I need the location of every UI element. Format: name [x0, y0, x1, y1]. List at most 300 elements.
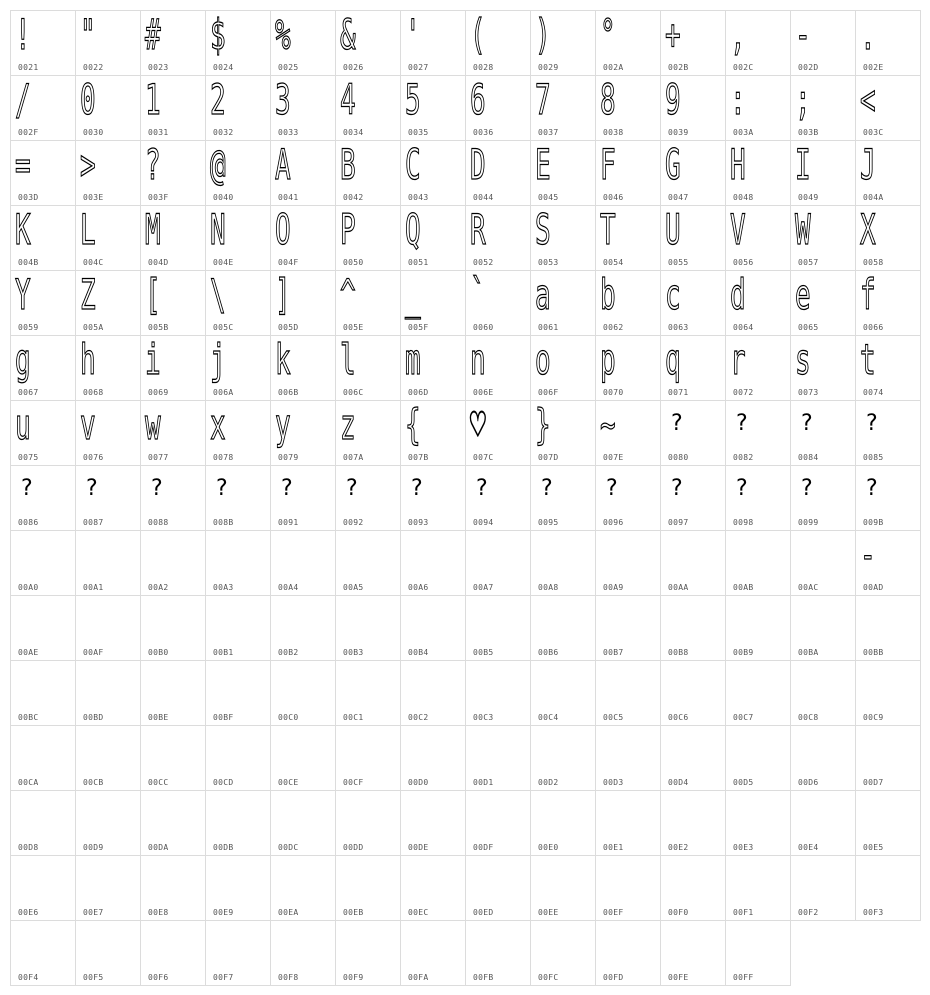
codepoint-label: 002C [733, 63, 754, 72]
glyph-cell [791, 791, 856, 856]
glyph-grid [10, 10, 921, 986]
codepoint-label: 0073 [798, 388, 819, 397]
glyph-preview: ! [15, 10, 31, 59]
glyph-cell [726, 791, 791, 856]
glyph-cell [466, 141, 531, 206]
codepoint-label: 0046 [603, 193, 624, 202]
codepoint-label: 00B5 [473, 648, 494, 657]
glyph-cell [271, 336, 336, 401]
codepoint-label: 0031 [148, 128, 169, 137]
codepoint-label: 00BA [798, 648, 819, 657]
glyph-cell [141, 856, 206, 921]
codepoint-label: 0043 [408, 193, 429, 202]
glyph-cell [726, 336, 791, 401]
codepoint-label: 00FF [733, 973, 754, 982]
glyph-cell [336, 11, 401, 76]
glyph-preview: R [470, 205, 486, 254]
glyph-cell [401, 856, 466, 921]
glyph-cell [76, 531, 141, 596]
glyph-cell [336, 726, 401, 791]
codepoint-label: 00B3 [343, 648, 364, 657]
codepoint-label: 0056 [733, 258, 754, 267]
glyph-preview: V [730, 205, 746, 254]
glyph-cell [336, 76, 401, 141]
glyph-preview: H [730, 140, 746, 189]
glyph-preview: I [795, 140, 811, 189]
codepoint-label: 008B [213, 518, 234, 527]
codepoint-label: 00CF [343, 778, 364, 787]
glyph-cell [791, 661, 856, 726]
glyph-cell [206, 141, 271, 206]
glyph-cell [336, 596, 401, 661]
glyph-preview: w [145, 400, 161, 449]
codepoint-label: 00F1 [733, 908, 754, 917]
glyph-cell [76, 856, 141, 921]
glyph-cell [531, 271, 596, 336]
codepoint-label: 006D [408, 388, 429, 397]
glyph-preview: A [275, 140, 291, 189]
codepoint-label: 0050 [343, 258, 364, 267]
missing-glyph-box: ? [801, 476, 813, 501]
glyph-cell [531, 921, 596, 986]
glyph-cell [206, 726, 271, 791]
glyph-cell [76, 336, 141, 401]
glyph-preview: 0 [80, 75, 96, 124]
codepoint-label: 00E7 [83, 908, 104, 917]
codepoint-label: 00C7 [733, 713, 754, 722]
codepoint-label: 00A9 [603, 583, 624, 592]
missing-glyph-box: ? [281, 476, 293, 501]
glyph-cell [141, 466, 206, 531]
codepoint-label: 004C [83, 258, 104, 267]
codepoint-label: 0068 [83, 388, 104, 397]
glyph-preview: d [730, 270, 746, 319]
codepoint-label: 00D0 [408, 778, 429, 787]
missing-glyph-box: ? [736, 476, 748, 501]
glyph-cell [271, 11, 336, 76]
glyph-preview: + [665, 10, 681, 59]
glyph-cell [336, 206, 401, 271]
codepoint-label: 00FB [473, 973, 494, 982]
missing-glyph-box: ? [151, 476, 163, 501]
glyph-cell [76, 466, 141, 531]
glyph-cell [596, 856, 661, 921]
glyph-preview: E [535, 140, 551, 189]
glyph-cell [11, 76, 76, 141]
glyph-cell [271, 531, 336, 596]
glyph-cell [206, 531, 271, 596]
glyph-preview: L [80, 205, 96, 254]
codepoint-label: 00EA [278, 908, 299, 917]
glyph-cell [336, 661, 401, 726]
codepoint-label: 0057 [798, 258, 819, 267]
missing-glyph-box: ? [476, 476, 488, 501]
glyph-cell [791, 466, 856, 531]
codepoint-label: 00E8 [148, 908, 169, 917]
glyph-preview: n [470, 335, 486, 384]
codepoint-label: 002F [18, 128, 39, 137]
codepoint-label: 0034 [343, 128, 364, 137]
glyph-cell [206, 11, 271, 76]
glyph-preview: W [795, 205, 811, 254]
codepoint-label: 00C4 [538, 713, 559, 722]
codepoint-label: 002A [603, 63, 624, 72]
glyph-cell [401, 791, 466, 856]
codepoint-label: 00DF [473, 843, 494, 852]
glyph-cell [271, 466, 336, 531]
glyph-cell [336, 921, 401, 986]
glyph-preview: P [340, 205, 356, 254]
codepoint-label: 006E [473, 388, 494, 397]
codepoint-label: 0096 [603, 518, 624, 527]
glyph-cell [271, 271, 336, 336]
codepoint-label: 0082 [733, 453, 754, 462]
codepoint-label: 00FA [408, 973, 429, 982]
glyph-cell [401, 466, 466, 531]
codepoint-label: 0052 [473, 258, 494, 267]
glyph-cell [11, 726, 76, 791]
codepoint-label: 0087 [83, 518, 104, 527]
codepoint-label: 0047 [668, 193, 689, 202]
codepoint-label: 00A8 [538, 583, 559, 592]
codepoint-label: 004B [18, 258, 39, 267]
glyph-cell [271, 726, 336, 791]
glyph-cell [726, 661, 791, 726]
codepoint-label: 0076 [83, 453, 104, 462]
glyph-cell [661, 791, 726, 856]
glyph-cell [661, 11, 726, 76]
codepoint-label: 00AD [863, 583, 884, 592]
codepoint-label: 0063 [668, 323, 689, 332]
codepoint-label: 0054 [603, 258, 624, 267]
glyph-cell [141, 531, 206, 596]
codepoint-label: 00A1 [83, 583, 104, 592]
codepoint-label: 00BF [213, 713, 234, 722]
glyph-cell [466, 791, 531, 856]
codepoint-label: 004D [148, 258, 169, 267]
glyph-preview: $ [210, 10, 226, 59]
codepoint-label: 0053 [538, 258, 559, 267]
missing-glyph-box: ? [411, 476, 423, 501]
codepoint-label: 00AB [733, 583, 754, 592]
glyph-cell [531, 141, 596, 206]
glyph-cell [401, 76, 466, 141]
codepoint-label: 0058 [863, 258, 884, 267]
codepoint-label: 0040 [213, 193, 234, 202]
codepoint-label: 002B [668, 63, 689, 72]
glyph-cell [206, 596, 271, 661]
glyph-cell [531, 401, 596, 466]
glyph-cell [11, 336, 76, 401]
glyph-cell [856, 336, 921, 401]
glyph-cell [401, 921, 466, 986]
glyph-preview: c [665, 270, 681, 319]
glyph-cell [531, 661, 596, 726]
glyph-cell [206, 401, 271, 466]
glyph-cell [76, 661, 141, 726]
codepoint-label: 00CE [278, 778, 299, 787]
glyph-cell [76, 11, 141, 76]
glyph-cell [336, 401, 401, 466]
glyph-preview: T [600, 205, 616, 254]
codepoint-label: 0024 [213, 63, 234, 72]
glyph-cell [596, 11, 661, 76]
glyph-preview: { [405, 400, 421, 449]
codepoint-label: 0091 [278, 518, 299, 527]
glyph-preview: 6 [470, 75, 486, 124]
codepoint-label: 005A [83, 323, 104, 332]
glyph-cell [271, 401, 336, 466]
codepoint-label: 00BE [148, 713, 169, 722]
glyph-cell [531, 206, 596, 271]
glyph-cell [336, 466, 401, 531]
glyph-cell [141, 791, 206, 856]
glyph-cell [401, 401, 466, 466]
glyph-preview: N [210, 205, 226, 254]
codepoint-label: 00F4 [18, 973, 39, 982]
codepoint-label: 0062 [603, 323, 624, 332]
glyph-preview: @ [210, 140, 226, 189]
glyph-cell [531, 531, 596, 596]
glyph-preview: ~ [600, 400, 616, 449]
glyph-cell [661, 141, 726, 206]
codepoint-label: 00CA [18, 778, 39, 787]
codepoint-label: 0021 [18, 63, 39, 72]
missing-glyph-box: ? [866, 476, 878, 501]
glyph-cell [401, 271, 466, 336]
missing-glyph-box: ? [671, 476, 683, 501]
glyph-cell [76, 596, 141, 661]
glyph-cell [726, 466, 791, 531]
glyph-preview: F [600, 140, 616, 189]
glyph-preview: q [665, 335, 681, 384]
glyph-cell [531, 466, 596, 531]
codepoint-label: 00AC [798, 583, 819, 592]
codepoint-label: 004E [213, 258, 234, 267]
codepoint-label: 00ED [473, 908, 494, 917]
glyph-preview: 4 [340, 75, 356, 124]
glyph-cell [11, 466, 76, 531]
codepoint-label: 00A7 [473, 583, 494, 592]
codepoint-label: 00D1 [473, 778, 494, 787]
glyph-cell [466, 11, 531, 76]
glyph-preview: j [210, 335, 226, 384]
glyph-preview: l [340, 335, 356, 384]
codepoint-label: 00E5 [863, 843, 884, 852]
glyph-preview: k [275, 335, 291, 384]
codepoint-label: 006B [278, 388, 299, 397]
glyph-cell [336, 271, 401, 336]
glyph-cell [141, 596, 206, 661]
codepoint-label: 0023 [148, 63, 169, 72]
glyph-cell [401, 661, 466, 726]
glyph-cell [466, 401, 531, 466]
glyph-cell [11, 206, 76, 271]
glyph-cell [11, 141, 76, 206]
codepoint-label: 0069 [148, 388, 169, 397]
glyph-cell [661, 466, 726, 531]
codepoint-label: 0028 [473, 63, 494, 72]
codepoint-label: 006C [343, 388, 364, 397]
glyph-cell [271, 141, 336, 206]
glyph-cell [726, 141, 791, 206]
glyph-preview: % [275, 10, 291, 59]
codepoint-label: 0070 [603, 388, 624, 397]
glyph-cell [856, 11, 921, 76]
glyph-preview: r [730, 335, 746, 384]
glyph-cell [141, 921, 206, 986]
glyph-preview: y [275, 400, 291, 449]
glyph-preview: O [275, 205, 291, 254]
codepoint-label: 00F0 [668, 908, 689, 917]
glyph-cell [11, 401, 76, 466]
glyph-cell [596, 921, 661, 986]
codepoint-label: 0066 [863, 323, 884, 332]
glyph-cell [401, 726, 466, 791]
glyph-cell [206, 791, 271, 856]
glyph-preview: ° [600, 10, 616, 59]
glyph-preview: } [535, 400, 551, 449]
codepoint-label: 0048 [733, 193, 754, 202]
glyph-cell [401, 206, 466, 271]
codepoint-label: 0071 [668, 388, 689, 397]
codepoint-label: 0095 [538, 518, 559, 527]
codepoint-label: 00D3 [603, 778, 624, 787]
glyph-cell [531, 856, 596, 921]
codepoint-label: 00F2 [798, 908, 819, 917]
glyph-preview: & [340, 10, 356, 59]
glyph-cell [271, 206, 336, 271]
glyph-preview: v [80, 400, 96, 449]
glyph-cell [856, 141, 921, 206]
glyph-preview: B [340, 140, 356, 189]
missing-glyph-box: ? [346, 476, 358, 501]
codepoint-label: 0067 [18, 388, 39, 397]
codepoint-label: 0033 [278, 128, 299, 137]
codepoint-label: 00A5 [343, 583, 364, 592]
codepoint-label: 00E0 [538, 843, 559, 852]
glyph-preview: D [470, 140, 486, 189]
codepoint-label: 00B8 [668, 648, 689, 657]
codepoint-label: 0092 [343, 518, 364, 527]
codepoint-label: 003C [863, 128, 884, 137]
glyph-cell [206, 661, 271, 726]
codepoint-label: 00D2 [538, 778, 559, 787]
glyph-cell [791, 596, 856, 661]
glyph-cell [661, 531, 726, 596]
glyph-cell [11, 596, 76, 661]
glyph-cell [271, 76, 336, 141]
codepoint-label: 0086 [18, 518, 39, 527]
codepoint-label: 0026 [343, 63, 364, 72]
codepoint-label: 0022 [83, 63, 104, 72]
codepoint-label: 00C6 [668, 713, 689, 722]
glyph-cell [141, 206, 206, 271]
glyph-preview: i [145, 335, 161, 384]
glyph-cell [531, 76, 596, 141]
missing-glyph-box: ? [86, 476, 98, 501]
codepoint-label: 00F5 [83, 973, 104, 982]
glyph-cell [11, 856, 76, 921]
glyph-cell [401, 336, 466, 401]
glyph-preview: < [860, 75, 876, 124]
glyph-cell [856, 856, 921, 921]
glyph-preview: 1 [145, 75, 161, 124]
glyph-preview: s [795, 335, 811, 384]
glyph-preview: t [860, 335, 876, 384]
glyph-cell [206, 466, 271, 531]
glyph-cell [661, 76, 726, 141]
glyph-preview: 3 [275, 75, 291, 124]
glyph-preview: h [80, 335, 96, 384]
codepoint-label: 0037 [538, 128, 559, 137]
glyph-cell [11, 921, 76, 986]
codepoint-label: 0079 [278, 453, 299, 462]
glyph-cell [141, 336, 206, 401]
glyph-cell [76, 141, 141, 206]
glyph-cell [466, 206, 531, 271]
glyph-cell [531, 726, 596, 791]
glyph-cell [336, 791, 401, 856]
codepoint-label: 0061 [538, 323, 559, 332]
glyph-cell [726, 921, 791, 986]
glyph-preview: x [210, 400, 226, 449]
glyph-cell [141, 11, 206, 76]
glyph-cell [791, 206, 856, 271]
glyph-cell [76, 206, 141, 271]
glyph-cell [791, 531, 856, 596]
missing-glyph-box: ? [541, 476, 553, 501]
codepoint-label: 002E [863, 63, 884, 72]
glyph-cell [531, 596, 596, 661]
glyph-cell [791, 726, 856, 791]
codepoint-label: 007B [408, 453, 429, 462]
glyph-cell [596, 141, 661, 206]
glyph-cell [661, 401, 726, 466]
codepoint-label: 00BD [83, 713, 104, 722]
glyph-cell [76, 726, 141, 791]
codepoint-label: 00B2 [278, 648, 299, 657]
glyph-preview: 2 [210, 75, 226, 124]
codepoint-label: 0041 [278, 193, 299, 202]
codepoint-label: 00BC [18, 713, 39, 722]
glyph-cell [791, 856, 856, 921]
codepoint-label: 0035 [408, 128, 429, 137]
codepoint-label: 00AE [18, 648, 39, 657]
codepoint-label: 0045 [538, 193, 559, 202]
glyph-cell [466, 661, 531, 726]
codepoint-label: 0059 [18, 323, 39, 332]
glyph-preview: # [145, 10, 161, 59]
glyph-preview: : [730, 75, 746, 124]
glyph-preview: G [665, 140, 681, 189]
codepoint-label: 00F9 [343, 973, 364, 982]
codepoint-label: 00DD [343, 843, 364, 852]
glyph-cell [141, 401, 206, 466]
codepoint-label: 00AA [668, 583, 689, 592]
codepoint-label: 004A [863, 193, 884, 202]
glyph-preview: Z [80, 270, 96, 319]
codepoint-label: 00A2 [148, 583, 169, 592]
glyph-cell [11, 791, 76, 856]
glyph-preview: J [860, 140, 876, 189]
codepoint-label: 00C9 [863, 713, 884, 722]
codepoint-label: 003B [798, 128, 819, 137]
glyph-preview: K [15, 205, 31, 254]
glyph-preview: Q [405, 205, 421, 254]
codepoint-label: 00B7 [603, 648, 624, 657]
missing-glyph-box: ? [21, 476, 33, 501]
